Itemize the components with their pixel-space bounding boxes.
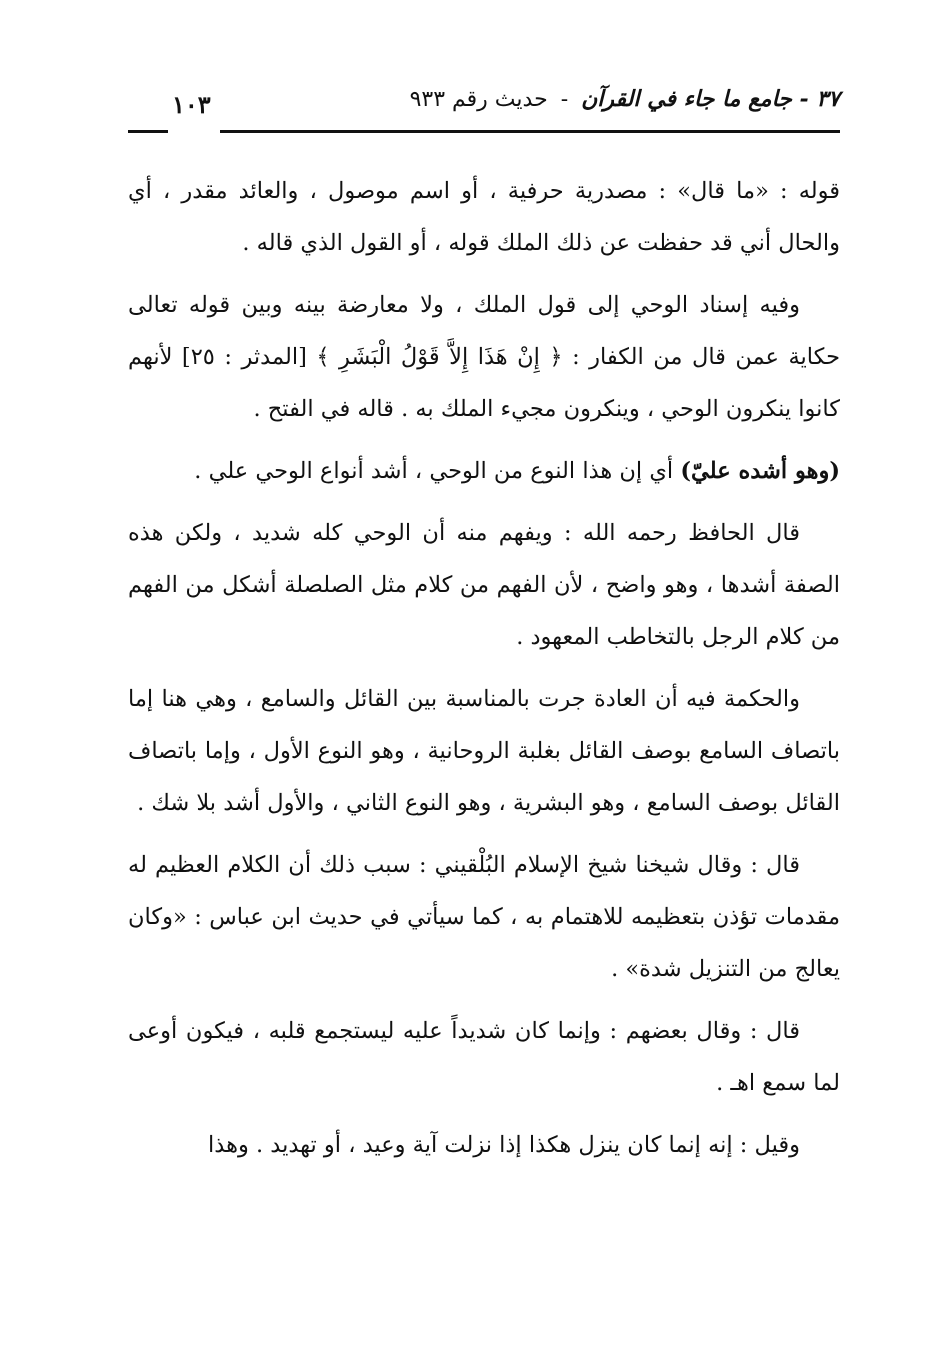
chapter-title: ٣٧ - جامع ما جاء في القرآن [581,86,840,112]
title-separator: - [560,87,569,112]
paragraph-4: قال الحافظ رحمه الله : ويفهم منه أن الوحي كله شديد ، ولكن هذه الصفة أشدها ، وهو واضح ، لأن الفهم من كلام مثل الصلصلة أشكل من الفهم من كلام الرجل بالتخاطب المعهود . [128,520,840,650]
page-number: ١٠٣ [172,90,211,119]
paragraph-7: قال : وقال بعضهم : وإنما كان شديداً عليه ليستجمع قلبه ، فيكون أوعى لما سمع اهـ . [128,1018,840,1096]
page-number-rule [128,130,168,133]
paragraph-8: وقيل : إنه إنما كان ينزل هكذا إذا نزلت آية وعيد ، أو تهديد . وهذا [208,1132,800,1158]
header-rule [220,130,840,133]
paragraph-3-text: أي إن هذا النوع من الوحي ، أشد أنواع الوحي علي . [194,458,681,484]
paragraph-5: والحكمة فيه أن العادة جرت بالمناسبة بين القائل والسامع ، وهي هنا إما باتصاف السامع بوصف القائل بغلبة الروحانية ، وهو النوع الأول ، وإما باتصاف القائل بوصف السامع ، وهو البشرية ، وهو النوع الثاني ، والأول أشد بلا شك . [128,686,840,816]
paragraph-3 [128,445,840,497]
paragraph-2: وفيه إسناد الوحي إلى قول الملك ، ولا معارضة بينه وبين قوله تعالى حكاية عمن قال من الكفار : ﴿ إِنْ هَذَا إِلاَّ قَوْلُ الْبَشَرِ ﴾ [المدثر : ٢٥] لأنهم كانوا ينكرون الوحي ، وينكرون مجيء الملك به . قاله في الفتح . [128,292,840,422]
paragraph-3-lead: (وهو أشده عليّ) [680,458,840,484]
running-title [410,86,840,112]
paragraph-1: قوله : «ما قال» : مصدرية حرفية ، أو اسم موصول ، والعائد مقدر ، أي والحال أني قد حفظت عن ذلك الملك قوله ، أو القول الذي قاله . [128,178,840,256]
hadith-reference: حديث رقم ٩٣٣ [409,87,548,112]
paragraph-6: قال : وقال شيخنا شيخ الإسلام البُلْقيني : سبب ذلك أن الكلام العظيم له مقدمات تؤذن بتعظيمه للاهتمام به ، كما سيأتي في حديث ابن عباس : «وكان يعالج من التنزيل شدة» . [128,852,840,982]
page-header [120,86,840,146]
main-text [128,165,840,1181]
